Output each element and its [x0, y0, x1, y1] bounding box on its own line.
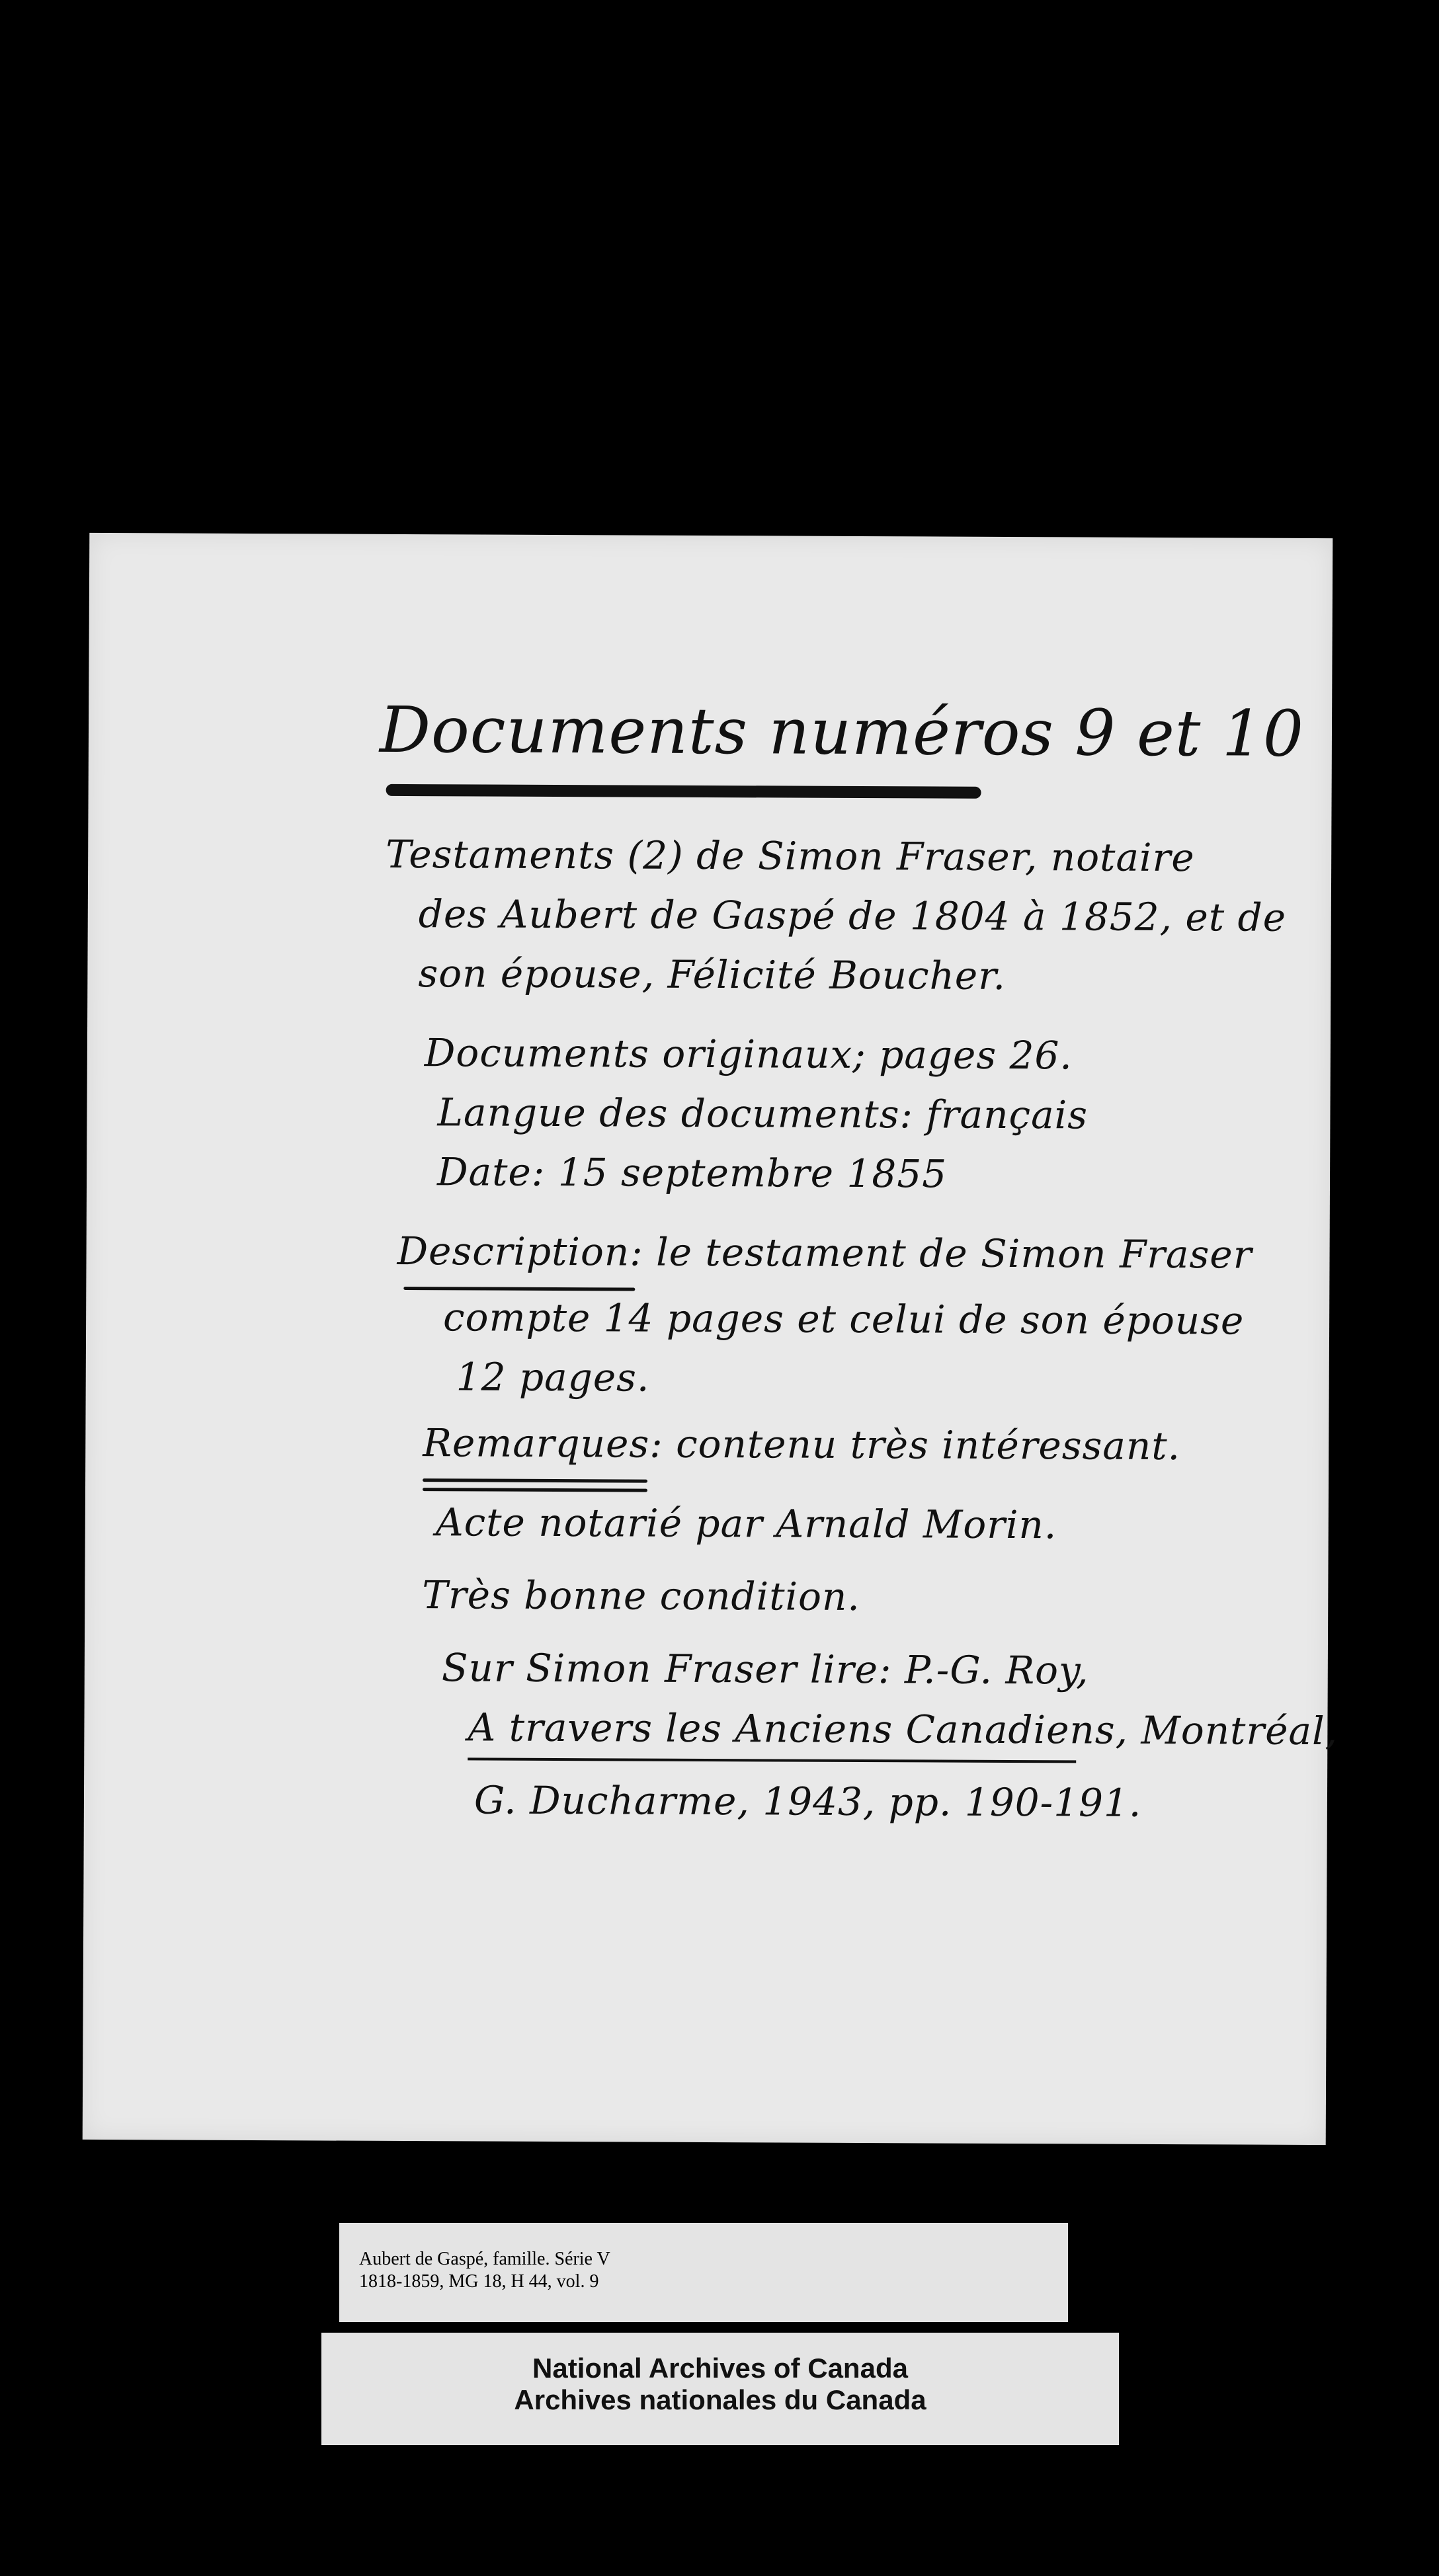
text-line-2: des Aubert de Gaspé de 1804 à 1852, et de: [418, 891, 1287, 940]
description-underline: [403, 1287, 635, 1291]
text-line-5: Langue des documents: français: [437, 1090, 1089, 1138]
remarques-underline: [423, 1478, 647, 1482]
text-line-9: 12 pages.: [456, 1354, 650, 1400]
text-line-14: A travers les Anciens Canadiens, Montréal,: [468, 1705, 1338, 1754]
archives-name-fr: Archives nationales du Canada: [514, 2384, 926, 2415]
text-line-13: Sur Simon Fraser lire: P.-G. Roy,: [441, 1645, 1089, 1693]
text-line-3: son épouse, Félicité Boucher.: [418, 951, 1007, 998]
archive-label: [339, 2223, 1068, 2322]
archive-label-line-1: Aubert de Gaspé, famille. Série V: [359, 2249, 610, 2269]
remarques-underline-2: [423, 1488, 647, 1492]
manuscript-page: [83, 533, 1338, 2145]
archives-banner: [321, 2333, 1119, 2445]
page-title: Documents numéros 9 et 10: [379, 692, 1305, 771]
text-line-7: Description: le testament de Simon Fraser: [397, 1228, 1253, 1277]
text-line-4: Documents originaux; pages 26.: [424, 1030, 1073, 1078]
text-line-6: Date: 15 septembre 1855: [436, 1149, 948, 1197]
text-line-11: Acte notarié par Arnald Morin.: [435, 1500, 1057, 1548]
text-line-8: compte 14 pages et celui de son épouse: [442, 1295, 1245, 1344]
archives-name-en: National Archives of Canada: [532, 2353, 908, 2384]
archive-label-line-2: 1818-1859, MG 18, H 44, vol. 9: [359, 2271, 599, 2292]
text-line-1: Testaments (2) de Simon Fraser, notaire: [386, 831, 1195, 881]
text-line-12: Très bonne condition.: [422, 1572, 860, 1620]
title-underline: [386, 784, 981, 799]
text-line-15: G. Ducharme, 1943, pp. 190-191.: [473, 1777, 1142, 1826]
text-line-10: Remarques: contenu très intéressant.: [423, 1420, 1181, 1469]
book-title-underline: [468, 1757, 1076, 1763]
